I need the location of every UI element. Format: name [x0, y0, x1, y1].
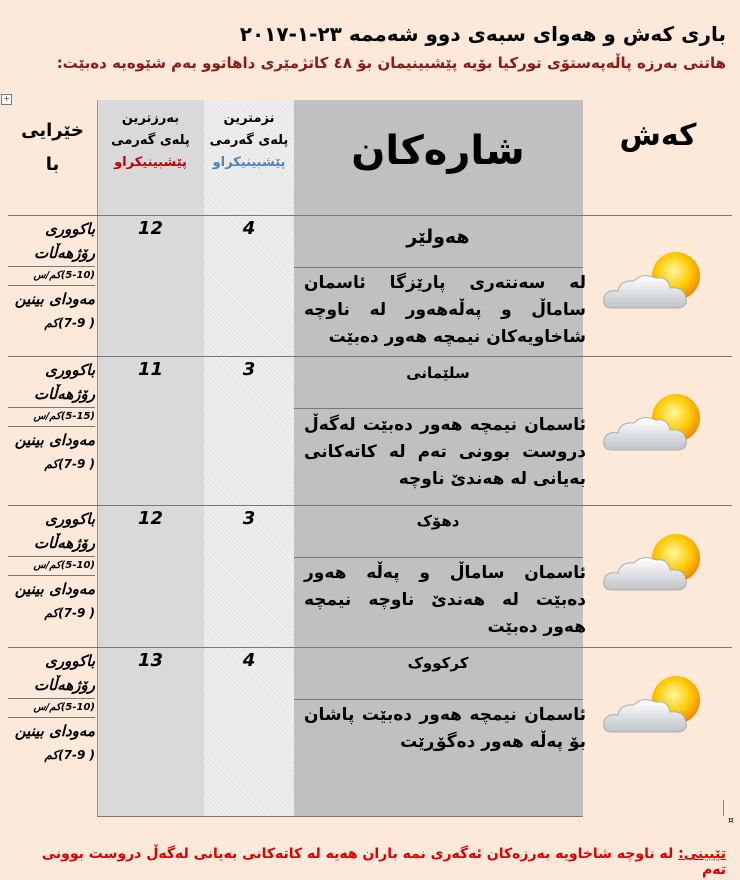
cell-edge: [723, 800, 724, 816]
header-max-line3: پێشبینیکراو: [114, 155, 187, 170]
note-text: لە ناوچە شاخاویە بەرزەکان ئەگەری نمە باران هەیە لە کاتەکانی بەیانی لەگەڵ دروست بوونی تەم: [41, 846, 726, 878]
max-temp-column: [97, 100, 206, 816]
max-temp-value: 11: [137, 359, 164, 380]
partly-cloudy-icon: [598, 672, 728, 742]
wind-speed: (5-15)کم/س: [8, 407, 95, 427]
wind-direction: باکووری رۆژهەڵات: [34, 220, 95, 262]
table-bottom-border: [97, 816, 583, 817]
wind-direction: باکووری رۆژهەڵات: [34, 652, 95, 694]
forecast-description: ئاسمان نیمچە هەور دەبێت لەگەڵ دروست بوونی تەم لە کاتەکانی بەیانی لە هەندێ ناوچە: [304, 415, 586, 489]
page-subtitle: هاتنی بەرزە پاڵەپەستۆی تورکیا بۆیە پێشبینیمان بۆ ٤٨ کاتژمێری داهاتوو بەم شێوەیە دەبێت:: [56, 54, 726, 72]
partly-cloudy-icon: [598, 530, 728, 600]
max-temp-value: 12: [137, 508, 164, 529]
page-title: باری کەش و هەوای سبەی دوو شەممە ٢٣-١-٢٠١٧: [239, 22, 726, 46]
note-label: تێبینی:: [678, 846, 726, 862]
visibility-value: ( 7-9)کم: [44, 457, 95, 471]
visibility-label: مەودای بینین: [14, 431, 95, 449]
max-temp-value: 12: [137, 218, 164, 239]
wind-speed: (5-10)کم/س: [8, 698, 95, 718]
wind-cell: [8, 217, 95, 335]
min-temp-value: 4: [242, 218, 256, 239]
visibility-value: ( 7-9)کم: [44, 606, 95, 620]
wind-direction: باکووری رۆژهەڵات: [34, 510, 95, 552]
row-divider: [8, 505, 732, 506]
city-name: هەولێر: [406, 226, 470, 248]
header-min-line3: پێشبینیکراو: [212, 155, 286, 170]
wind-cell: [8, 649, 95, 767]
header-min-line1: نزمترین: [223, 111, 275, 126]
header-city: شارەکان: [351, 128, 525, 174]
forecast-description: لە سەنتەری پارێزگا ئاسمان ساماڵ و پەڵەهەور لە ناوچە شاخاویەکان نیمچە هەور دەبێت: [304, 273, 586, 347]
wind-speed: (5-10)کم/س: [8, 266, 95, 286]
note: [14, 846, 726, 878]
header-min-temp: [204, 108, 294, 174]
visibility-value: ( 7-9)کم: [44, 316, 95, 330]
city-name: سلێمانی: [406, 364, 470, 382]
header-max-temp: [97, 108, 204, 174]
wind-cell: [8, 507, 95, 625]
table-move-handle-icon[interactable]: +: [1, 94, 12, 105]
city-divider: [294, 408, 583, 409]
visibility-label: مەودای بینین: [14, 290, 95, 308]
wind-direction: باکووری رۆژهەڵات: [34, 361, 95, 403]
wind-cell: [8, 358, 95, 476]
forecast-table: [8, 100, 732, 820]
row-divider: [8, 215, 732, 216]
forecast-description: ئاسمان نیمچە هەور دەبێت پاشان بۆ پەڵە هەور دەگۆڕێت: [304, 705, 586, 752]
header-weather: کەش: [619, 118, 697, 153]
header-wind: [8, 114, 97, 182]
row-divider: [8, 647, 732, 648]
partly-cloudy-icon: [598, 248, 728, 318]
min-temp-column: [204, 100, 294, 816]
max-temp-value: 13: [137, 650, 164, 671]
wind-speed: (5-10)کم/س: [8, 556, 95, 576]
header-wind-line1: خێرایی: [21, 120, 84, 141]
city-divider: [294, 557, 583, 558]
min-temp-value: 3: [242, 359, 256, 380]
header-max-line2: پلەی گەرمی: [111, 133, 190, 148]
cell-end-mark: ¤: [728, 816, 734, 826]
city-divider: [294, 699, 583, 700]
visibility-label: مەودای بینین: [14, 722, 95, 740]
header-wind-line2: با: [45, 154, 60, 175]
partly-cloudy-icon: [598, 390, 728, 460]
city-name: کرکووک: [407, 654, 469, 672]
visibility-value: ( 7-9)کم: [44, 748, 95, 762]
min-temp-value: 3: [242, 508, 256, 529]
city-divider: [294, 267, 583, 268]
header-min-line2: پلەی گەرمی: [209, 133, 289, 148]
city-name: دهۆک: [416, 512, 460, 530]
forecast-description: ئاسمان ساماڵ و پەڵە هەور دەبێت لە هەندێ ناوچە نیمچە هەور دەبێت: [304, 563, 586, 637]
header-max-line1: بەرزترین: [121, 111, 180, 126]
min-temp-value: 4: [242, 650, 256, 671]
row-divider: [8, 356, 732, 357]
visibility-label: مەودای بینین: [14, 580, 95, 598]
